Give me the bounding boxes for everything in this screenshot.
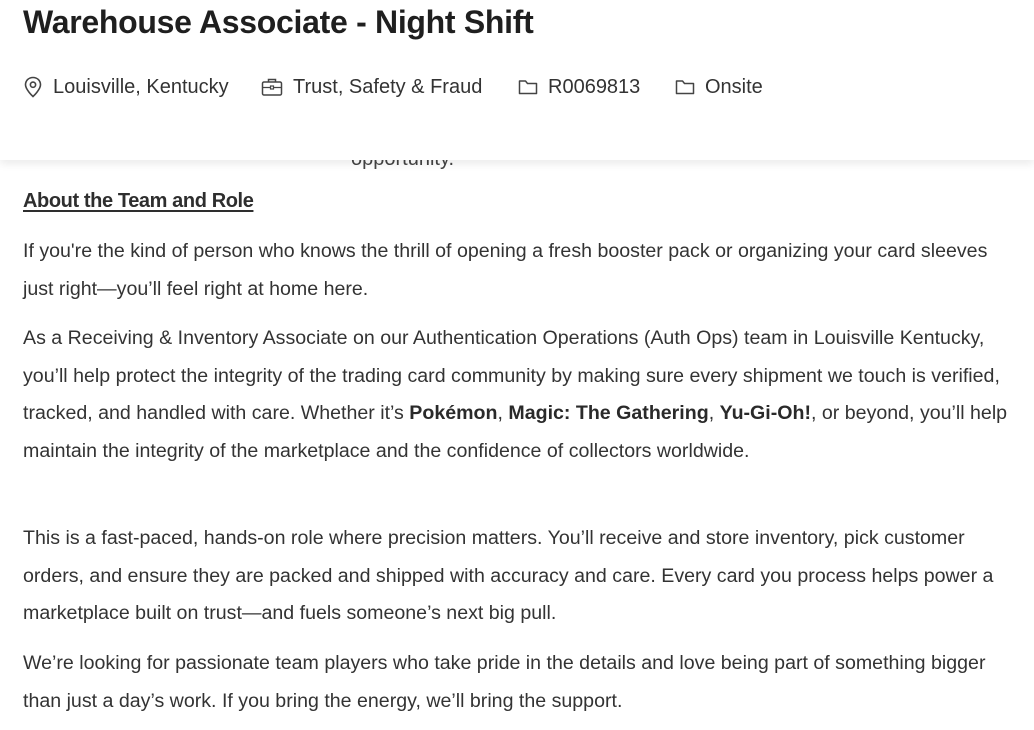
paragraph-text: , or beyond, you’ll help maintain the integrity of the marketplace and the confidence of collectors worldwide. <box>23 402 1008 462</box>
job-header <box>0 0 1034 160</box>
job-location <box>23 76 261 99</box>
scrolled-text-fragment <box>0 160 1034 168</box>
job-meta-row <box>23 72 785 102</box>
separator: , <box>708 402 720 425</box>
paragraph-text: As a Receiving & Inventory Associate on our Authentication Operations (Auth Ops) team in Louisville Kentucky, you’ll help protect the integrity of the trading card community by making sure every shipment we touch is verified, tracked, and handled with care. Whether it’s <box>23 327 1000 425</box>
description-paragraph: We’re looking for passionate team players who take pride in the details and love being part of something bigger than just a day’s work. If you bring the energy, we’ll bring the support. <box>23 652 986 712</box>
job-title: Warehouse Associate - Night Shift <box>23 4 534 40</box>
job-category <box>261 76 518 99</box>
brand-pokemon: Pokémon <box>409 402 498 425</box>
briefcase-icon <box>261 77 283 97</box>
separator: , <box>497 402 509 425</box>
requisition-label: R0069813 <box>548 75 641 98</box>
work-type-label: Onsite <box>705 75 763 98</box>
description-paragraph <box>23 320 1018 470</box>
job-requisition-id <box>518 76 675 99</box>
job-work-type <box>675 76 785 99</box>
brand-magic: Magic: The Gathering <box>508 402 709 425</box>
description-paragraph: If you're the kind of person who knows the thrill of opening a fresh booster pack or organizing your card sleeves just right—you’ll feel right at home here. <box>23 240 988 300</box>
folder-icon <box>518 78 538 96</box>
section-heading: About the Team and Role <box>23 190 254 212</box>
job-description <box>0 160 1034 730</box>
location-label: Louisville, Kentucky <box>53 75 229 98</box>
brand-yugioh: Yu-Gi-Oh! <box>719 402 812 425</box>
description-paragraph: This is a fast-paced, hands-on role where precision matters. You’ll receive and store inventory, pick customer orders, and ensure they are packed and shipped with accuracy and care. Every card you process helps power a marketplace built on trust—and fuels someone’s next big pull. <box>23 527 994 625</box>
category-label: Trust, Safety & Fraud <box>293 75 483 98</box>
map-pin-icon <box>23 76 43 98</box>
folder-icon <box>675 78 695 96</box>
